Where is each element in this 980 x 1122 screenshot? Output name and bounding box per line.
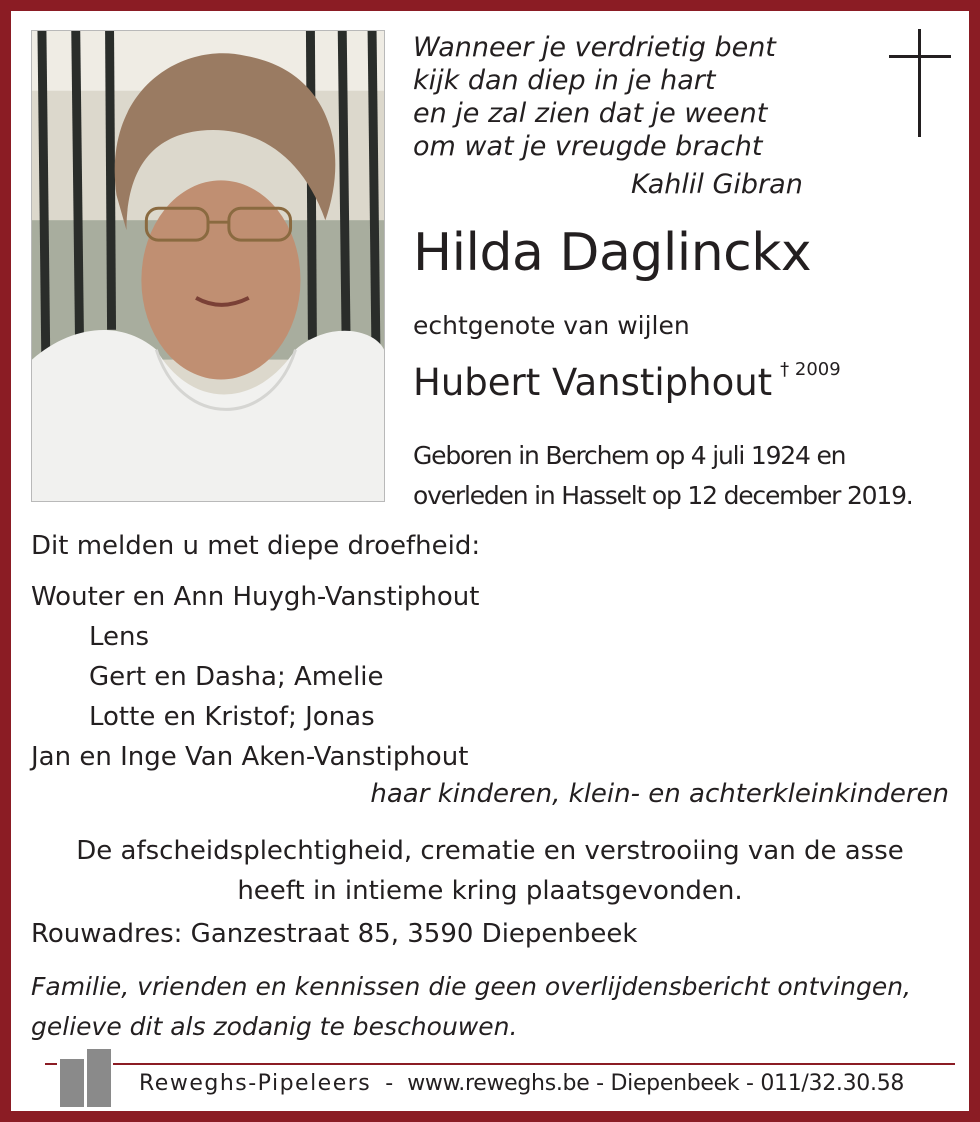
poem-line: om wat je vreugde bracht xyxy=(413,131,763,162)
funeral-home-name: Reweghs-Pipeleers xyxy=(139,1071,372,1096)
deceased-name: Hilda Daglinckx xyxy=(413,223,812,283)
spouse-label: echtgenote van wijlen xyxy=(413,311,690,340)
ceremony-line: heeft in intieme kring plaatsgevonden. xyxy=(237,876,743,906)
latin-cross-icon xyxy=(889,29,951,137)
family-member: Jan en Inge Van Aken-Vanstiphout xyxy=(31,742,469,772)
ceremony-text xyxy=(31,831,949,911)
family-member: Lotte en Kristof; Jonas xyxy=(89,702,375,732)
relation-text: haar kinderen, klein- en achterkleinkinderen xyxy=(370,779,949,809)
footer-separator: - xyxy=(385,1071,394,1096)
ceremony-line: De afscheidsplechtigheid, crematie en verstrooiing van de asse xyxy=(76,836,904,866)
spouse-death-info xyxy=(780,359,841,380)
poem-line: kijk dan diep in je hart xyxy=(413,65,716,96)
announcement-intro: Dit melden u met diepe droefheid: xyxy=(31,531,481,561)
dagger-icon: † xyxy=(780,359,790,380)
funeral-home-contact: www.reweghs.be - Diepenbeek - 011/32.30.58 xyxy=(407,1071,905,1096)
footer-divider xyxy=(45,1063,955,1065)
life-dates xyxy=(413,436,913,516)
spouse-name-line xyxy=(413,359,841,404)
spouse-death-year: 2009 xyxy=(794,359,841,380)
family-member: Lens xyxy=(89,622,150,652)
funeral-home-logo-icon xyxy=(57,1047,113,1107)
notice-text xyxy=(31,967,911,1047)
death-line: overleden in Hasselt op 12 december 2019. xyxy=(413,481,913,510)
poem-line: en je zal zien dat je weent xyxy=(413,98,768,129)
family-member: Gert en Dasha; Amelie xyxy=(89,662,384,692)
portrait-photo xyxy=(31,30,385,502)
notice-line: Familie, vrienden en kennissen die geen overlijdensbericht ontvingen, xyxy=(31,972,911,1001)
birth-line: Geboren in Berchem op 4 juli 1924 en xyxy=(413,441,846,470)
poem xyxy=(413,31,776,163)
mourning-address: Rouwadres: Ganzestraat 85, 3590 Diepenbeek xyxy=(31,919,638,949)
footer xyxy=(139,1071,904,1096)
notice-line: gelieve dit als zodanig te beschouwen. xyxy=(31,1012,518,1041)
family-member: Wouter en Ann Huygh-Vanstiphout xyxy=(31,582,480,612)
family-list xyxy=(31,577,479,777)
poem-line: Wanneer je verdrietig bent xyxy=(413,32,776,63)
portrait-illustration xyxy=(32,31,384,501)
spouse-name: Hubert Vanstiphout xyxy=(413,361,773,404)
poem-author: Kahlil Gibran xyxy=(631,169,803,200)
